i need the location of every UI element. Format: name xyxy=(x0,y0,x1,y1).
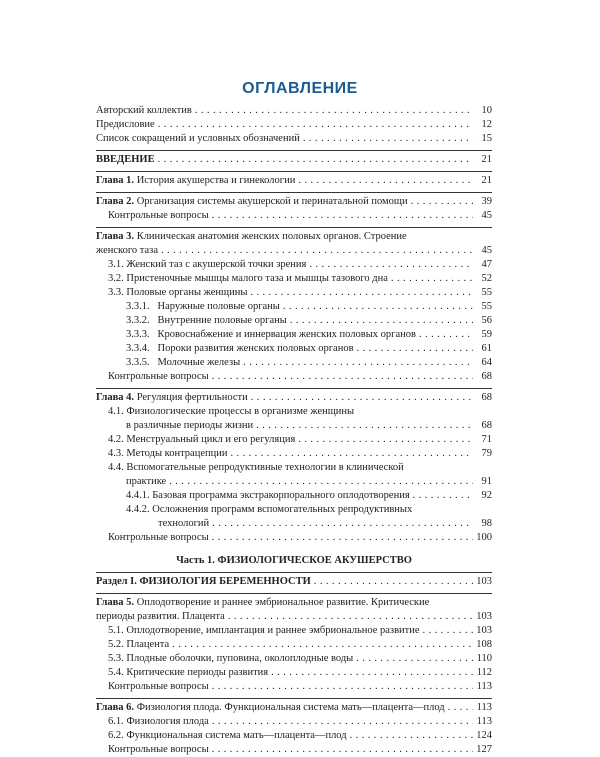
toc-entry-text xyxy=(96,231,407,242)
toc-entry-text xyxy=(108,638,169,652)
toc-entry-text xyxy=(108,286,247,300)
toc-entry-line xyxy=(96,503,492,517)
toc-entry-title: Оплодотворение и раннее эмбриональное развитие. Критические xyxy=(134,597,430,608)
toc-page-number: 47 xyxy=(481,259,492,270)
toc-leader-dots xyxy=(228,610,473,624)
toc-entry xyxy=(96,153,492,167)
toc-entry xyxy=(96,419,492,433)
toc-entry-title: 3.3. Половые органы женщины xyxy=(108,287,248,298)
toc-entry-line xyxy=(96,230,492,244)
toc-divider xyxy=(96,171,492,172)
toc-entry xyxy=(96,489,492,503)
toc-chapter-label: Раздел I. xyxy=(96,576,137,587)
toc-entry xyxy=(96,342,492,356)
toc-leader-dots xyxy=(350,729,473,743)
toc-entry-text xyxy=(96,701,445,715)
toc-entry-text xyxy=(126,314,287,328)
toc-entry-line xyxy=(96,596,492,610)
toc-chapter-label: Глава 6. xyxy=(96,702,135,713)
toc-entry-title: Контрольные вопросы xyxy=(108,744,209,755)
toc-entry-text xyxy=(126,489,410,503)
toc-entry-title: 3.1. Женский таз с акушерской точки зрения xyxy=(108,259,307,270)
toc-entry-text xyxy=(126,356,240,370)
toc-entry-title: 5.2. Плацента xyxy=(108,639,170,650)
toc-entry-title: 3.3.5. Молочные железы xyxy=(126,357,241,368)
toc-entry-text xyxy=(126,504,412,515)
toc-entry-title: ВВЕДЕНИЕ xyxy=(96,154,155,165)
toc-entry-text xyxy=(96,195,408,209)
toc-page-number: 103 xyxy=(476,625,492,636)
toc-page-number: 103 xyxy=(476,611,492,622)
toc-page-number: 15 xyxy=(481,133,492,144)
toc-entry-line xyxy=(96,405,492,419)
toc-entry-title: История акушерства и гинекологии xyxy=(134,175,296,186)
toc-entry-text xyxy=(108,447,227,461)
toc-page-number: 52 xyxy=(481,273,492,284)
toc-entry-title: Предисловие xyxy=(96,119,155,130)
toc-entry-text xyxy=(96,597,429,608)
toc-leader-dots xyxy=(158,153,473,167)
toc-entry-title: Клиническая анатомия женских половых органов. Строение xyxy=(134,231,407,242)
toc-entry-title: Регуляция фертильности xyxy=(134,392,248,403)
toc-entry xyxy=(96,286,492,300)
toc-leader-dots xyxy=(158,118,473,132)
toc-page-number: 112 xyxy=(476,667,492,678)
toc-entry xyxy=(96,195,492,209)
toc-page-number: 56 xyxy=(481,315,492,326)
toc-chapter-label: Глава 3. xyxy=(96,231,135,242)
toc-leader-dots xyxy=(283,300,473,314)
toc-entry xyxy=(96,475,492,489)
toc-leader-dots xyxy=(423,624,473,638)
toc-page-number: 21 xyxy=(481,154,492,165)
toc-entry xyxy=(96,701,492,715)
toc-entry-text xyxy=(158,517,209,531)
toc-entry-text xyxy=(108,272,388,286)
toc-entry-title: 4.4.2. Осложнения программ вспомогательных репродуктивных xyxy=(126,504,413,515)
toc-entry-text xyxy=(108,433,295,447)
toc-leader-dots xyxy=(212,715,473,729)
toc-entry-text xyxy=(108,258,306,272)
toc-leader-dots xyxy=(251,391,473,405)
toc-leader-dots xyxy=(212,531,473,545)
toc-leader-dots xyxy=(172,638,473,652)
toc-page-number: 110 xyxy=(476,653,492,664)
toc-entry xyxy=(96,624,492,638)
toc-page-number: 68 xyxy=(481,371,492,382)
toc-leader-dots xyxy=(391,272,473,286)
toc-page-number: 10 xyxy=(481,105,492,116)
toc-page-number: 103 xyxy=(476,576,492,587)
toc-page-number: 124 xyxy=(476,730,492,741)
toc-entry-text xyxy=(96,132,300,146)
toc-page-number: 98 xyxy=(481,518,492,529)
toc-entry xyxy=(96,174,492,188)
toc-page-number: 64 xyxy=(481,357,492,368)
toc-page-number: 45 xyxy=(481,210,492,221)
toc-page-number: 59 xyxy=(481,329,492,340)
toc-chapter-label: Глава 5. xyxy=(96,597,135,608)
toc-leader-dots xyxy=(161,244,473,258)
toc-entry xyxy=(96,447,492,461)
toc-entry-title: периоды развития. Плацента xyxy=(96,611,225,622)
toc-entry xyxy=(96,729,492,743)
toc-entry-text xyxy=(108,209,209,223)
toc-entry xyxy=(96,328,492,342)
toc-leader-dots xyxy=(243,356,473,370)
toc-leader-dots xyxy=(356,652,473,666)
toc-page-number: 21 xyxy=(481,175,492,186)
toc-entry-title: Авторский коллектив xyxy=(96,105,192,116)
toc-entry xyxy=(96,531,492,545)
toc-entry-title: 4.3. Методы контрацепции xyxy=(108,448,228,459)
toc-page-number: 113 xyxy=(476,702,492,713)
toc-leader-dots xyxy=(169,475,473,489)
toc-entry-text xyxy=(96,118,155,132)
toc-entry xyxy=(96,743,492,757)
toc-entry-title: 4.4.1. Базовая программа экстракорпорального оплодотворения xyxy=(126,490,410,501)
toc-entry-text xyxy=(96,391,248,405)
toc-page-number: 68 xyxy=(481,392,492,403)
toc-leader-dots xyxy=(212,517,473,531)
toc-entry-text xyxy=(96,610,225,624)
toc-leader-dots xyxy=(250,286,473,300)
toc-entry-title: 5.1. Оплодотворение, имплантация и раннее эмбриональное развитие xyxy=(108,625,420,636)
toc-leader-dots xyxy=(212,370,473,384)
toc-entry-text xyxy=(126,328,416,342)
toc-entry-title: Контрольные вопросы xyxy=(108,681,209,692)
toc-entry-title: 4.2. Менструальный цикл и его регуляция xyxy=(108,434,296,445)
toc-entry xyxy=(96,652,492,666)
toc-entry xyxy=(96,209,492,223)
toc-entry-title: 4.4. Вспомогательные репродуктивные технологии в клинической xyxy=(108,462,404,473)
toc-entry-text xyxy=(108,462,404,473)
toc-leader-dots xyxy=(195,104,473,118)
page-title: ОГЛАВЛЕНИЕ xyxy=(242,80,358,97)
toc-page-number: 71 xyxy=(481,434,492,445)
toc-entry xyxy=(96,666,492,680)
toc-entry-title: женского таза xyxy=(96,245,158,256)
toc-entry-title: практике xyxy=(126,476,167,487)
toc-entry-text xyxy=(96,153,155,167)
toc-entry xyxy=(96,104,492,118)
toc-leader-dots xyxy=(298,174,473,188)
toc-entry-text xyxy=(108,666,268,680)
toc-entry-text xyxy=(96,174,295,188)
toc-entry xyxy=(96,715,492,729)
toc-page-number: 12 xyxy=(481,119,492,130)
toc-entry-title: Контрольные вопросы xyxy=(108,532,209,543)
toc-entry-text xyxy=(126,419,253,433)
toc-divider xyxy=(96,150,492,151)
toc-entry-text xyxy=(108,743,209,757)
toc-page-number: 127 xyxy=(476,744,492,755)
toc-leader-dots xyxy=(309,258,473,272)
toc-entry xyxy=(96,244,492,258)
toc-leader-dots xyxy=(212,680,473,694)
toc-leader-dots xyxy=(271,666,473,680)
toc-entry-text xyxy=(126,475,166,489)
toc-entry-line xyxy=(96,461,492,475)
toc-page-number: 61 xyxy=(481,343,492,354)
toc-leader-dots xyxy=(256,419,473,433)
toc-entry-text xyxy=(108,370,209,384)
toc-entry-title: 6.2. Функциональная система мать—плацента—плод xyxy=(108,730,347,741)
toc-entry-text xyxy=(108,729,347,743)
toc-entry xyxy=(96,391,492,405)
toc-page-number: 45 xyxy=(481,245,492,256)
toc-entry-text xyxy=(108,624,420,638)
toc-entry-title: 3.3.2. Внутренние половые органы xyxy=(126,315,287,326)
toc-entry-title: 5.3. Плодные оболочки, пуповина, околоплодные воды xyxy=(108,653,354,664)
toc-entry-text xyxy=(96,244,158,258)
toc-entry xyxy=(96,118,492,132)
toc-entry-text xyxy=(126,342,354,356)
toc-leader-dots xyxy=(230,447,473,461)
toc-entry xyxy=(96,575,492,589)
toc-page-number: 113 xyxy=(476,681,492,692)
toc-leader-dots xyxy=(303,132,473,146)
toc-entry-title: Контрольные вопросы xyxy=(108,210,209,221)
table-of-contents xyxy=(96,104,492,757)
toc-entry-title: 3.2. Пристеночные мышцы малого таза и мышцы тазового дна xyxy=(108,273,388,284)
toc-entry-title: Физиология плода. Функциональная система мать—плацента—плод xyxy=(134,702,445,713)
toc-divider xyxy=(96,227,492,228)
toc-entry xyxy=(96,356,492,370)
toc-entry-title: Организация системы акушерской и перинатальной помощи xyxy=(134,196,408,207)
toc-leader-dots xyxy=(411,195,473,209)
toc-entry-title: 5.4. Критические периоды развития xyxy=(108,667,269,678)
toc-entry-title: 6.1. Физиология плода xyxy=(108,716,209,727)
toc-page-number: 113 xyxy=(476,716,492,727)
toc-entry-title: Список сокращений и условных обозначений xyxy=(96,133,300,144)
toc-page-number: 92 xyxy=(481,490,492,501)
toc-entry-text xyxy=(108,680,209,694)
toc-entry xyxy=(96,258,492,272)
toc-entry xyxy=(96,314,492,328)
toc-entry-title: 3.3.3. Кровоснабжение и иннервация женских половых органов xyxy=(126,329,416,340)
toc-leader-dots xyxy=(357,342,473,356)
toc-chapter-label: Глава 1. xyxy=(96,175,135,186)
toc-entry xyxy=(96,517,492,531)
toc-leader-dots xyxy=(419,328,473,342)
toc-chapter-label: Глава 2. xyxy=(96,196,135,207)
toc-leader-dots xyxy=(448,701,473,715)
toc-leader-dots xyxy=(413,489,473,503)
toc-page-number: 68 xyxy=(481,420,492,431)
toc-entry xyxy=(96,300,492,314)
toc-page-number: 79 xyxy=(481,448,492,459)
toc-leader-dots xyxy=(212,209,473,223)
toc-leader-dots xyxy=(314,575,473,589)
toc-entry xyxy=(96,680,492,694)
toc-divider xyxy=(96,698,492,699)
toc-part-heading: Часть 1. ФИЗИОЛОГИЧЕСКОЕ АКУШЕРСТВО xyxy=(176,555,412,566)
toc-entry-text xyxy=(108,715,209,729)
toc-leader-dots xyxy=(212,743,473,757)
toc-entry xyxy=(96,638,492,652)
toc-entry-title: Контрольные вопросы xyxy=(108,371,209,382)
toc-page-number: 91 xyxy=(481,476,492,487)
toc-leader-dots xyxy=(298,433,473,447)
toc-entry xyxy=(96,610,492,624)
toc-entry xyxy=(96,272,492,286)
toc-entry-title: 4.1. Физиологические процессы в организме женщины xyxy=(108,406,355,417)
toc-entry xyxy=(96,370,492,384)
toc-entry-text xyxy=(108,652,353,666)
toc-page-number: 100 xyxy=(476,532,492,543)
toc-entry xyxy=(96,132,492,146)
toc-divider xyxy=(96,388,492,389)
toc-chapter-label: Глава 4. xyxy=(96,392,135,403)
toc-entry-text xyxy=(96,104,192,118)
toc-entry-title: 3.3.1. Наружные половые органы xyxy=(126,301,280,312)
toc-divider xyxy=(96,572,492,573)
toc-entry-title: технологий xyxy=(158,518,210,529)
toc-entry-title: ФИЗИОЛОГИЯ БЕРЕМЕННОСТИ xyxy=(136,576,311,587)
toc-page-number: 55 xyxy=(481,301,492,312)
toc-divider xyxy=(96,192,492,193)
toc-entry-text xyxy=(108,531,209,545)
toc-entry-title: в различные периоды жизни xyxy=(126,420,254,431)
toc-divider xyxy=(96,593,492,594)
toc-entry-text xyxy=(96,575,311,589)
toc-entry-text xyxy=(108,406,354,417)
toc-entry-title: 3.3.4. Пороки развития женских половых органов xyxy=(126,343,354,354)
toc-page-number: 39 xyxy=(481,196,492,207)
toc-page-number: 108 xyxy=(476,639,492,650)
toc-entry-text xyxy=(126,300,280,314)
toc-entry xyxy=(96,433,492,447)
toc-page-number: 55 xyxy=(481,287,492,298)
toc-leader-dots xyxy=(290,314,473,328)
